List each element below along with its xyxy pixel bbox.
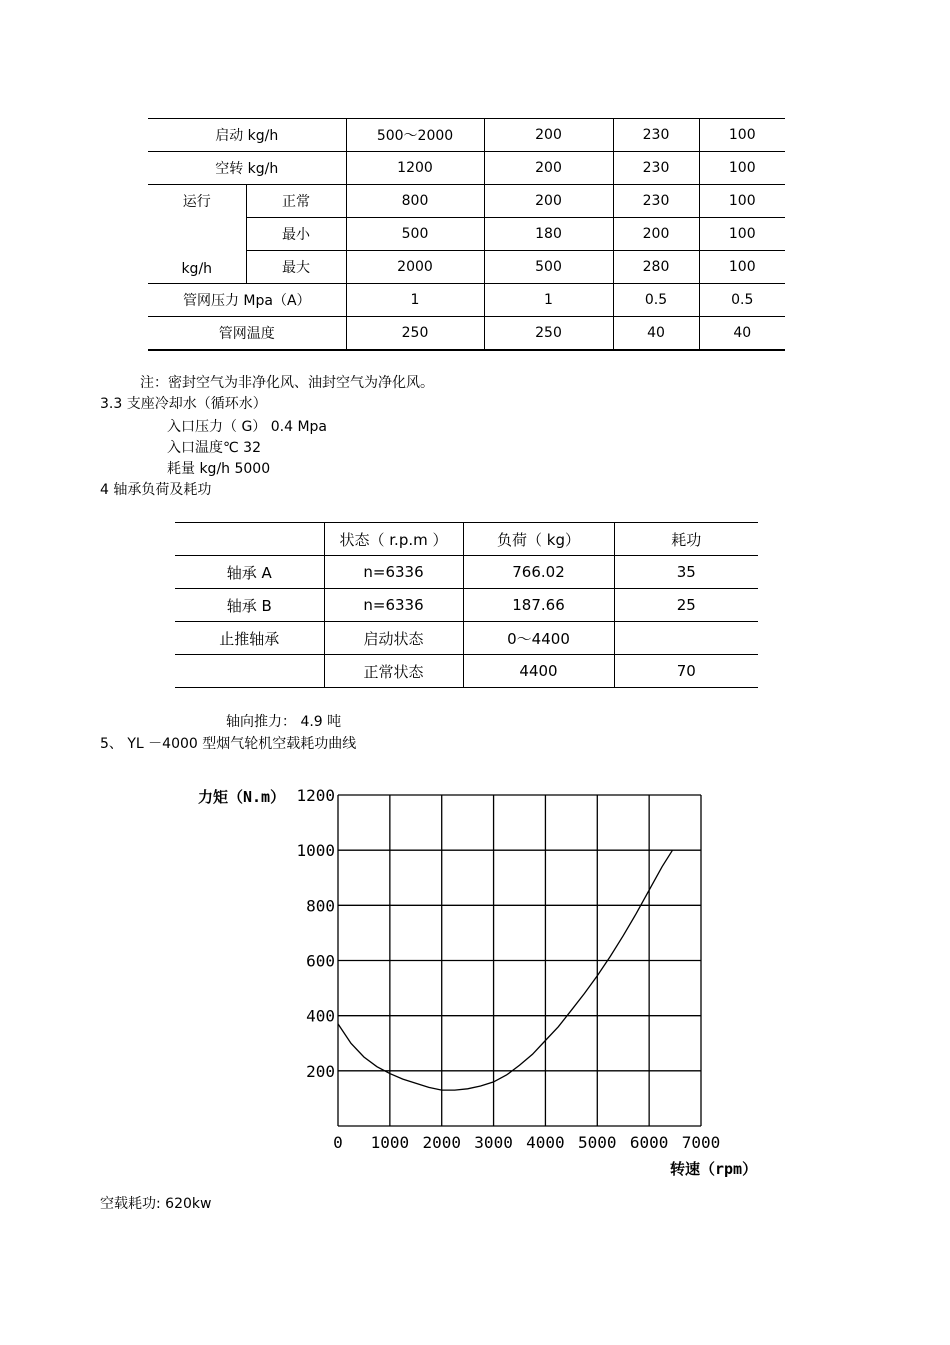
table-row bbox=[148, 152, 785, 185]
gas-consumption-table bbox=[148, 118, 785, 351]
y-tick-label: 200 bbox=[306, 1061, 335, 1081]
row-sublabel: 最大 bbox=[246, 251, 346, 284]
row-label: 管网温度 bbox=[148, 317, 346, 351]
chart-grid bbox=[338, 795, 701, 1126]
table-cell: 启动状态 bbox=[324, 622, 463, 655]
spec-line: 入口温度℃ 32 bbox=[167, 440, 261, 456]
table-row bbox=[175, 589, 758, 622]
table-note: 注：密封空气为非净化风、油封空气为净化风。 bbox=[140, 375, 434, 391]
table-cell: 0～4400 bbox=[463, 622, 614, 655]
x-tick-label: 3000 bbox=[474, 1133, 513, 1152]
y-axis-label: 力矩（N.m） bbox=[198, 788, 286, 806]
column-header: 耗功 bbox=[614, 523, 758, 556]
table-cell: 40 bbox=[699, 317, 785, 351]
table-cell: 0.5 bbox=[699, 284, 785, 317]
table-cell: 200 bbox=[484, 119, 613, 152]
no-load-power: 空载耗功: 620kw bbox=[100, 1196, 212, 1212]
x-axis-label: 转速（rpm） bbox=[670, 1160, 758, 1178]
x-tick-label: 5000 bbox=[578, 1133, 617, 1152]
table-cell: 25 bbox=[614, 589, 758, 622]
table-cell: 500 bbox=[346, 218, 484, 251]
table-cell: 100 bbox=[699, 185, 785, 218]
y-tick-label: 600 bbox=[306, 951, 335, 971]
section-heading: 5、 YL －4000 型烟气轮机空载耗功曲线 bbox=[100, 736, 357, 752]
table-cell: 500 bbox=[484, 251, 613, 284]
table-cell: 1 bbox=[346, 284, 484, 317]
table-cell: 250 bbox=[346, 317, 484, 351]
table-cell: 2000 bbox=[346, 251, 484, 284]
table-cell: 230 bbox=[613, 185, 699, 218]
table-cell: 轴承 A bbox=[175, 556, 324, 589]
table-cell: 100 bbox=[699, 218, 785, 251]
bearing-load-table bbox=[175, 522, 758, 688]
table-cell: n=6336 bbox=[324, 556, 463, 589]
y-tick-label: 1000 bbox=[296, 841, 335, 861]
run-group-cell bbox=[148, 185, 246, 284]
table-cell: n=6336 bbox=[324, 589, 463, 622]
x-tick-label: 7000 bbox=[681, 1133, 721, 1152]
table-cell: 止推轴承 bbox=[175, 622, 324, 655]
table-cell: 35 bbox=[614, 556, 758, 589]
table-cell: 0.5 bbox=[613, 284, 699, 317]
table-cell: 230 bbox=[613, 119, 699, 152]
table-cell: 1200 bbox=[346, 152, 484, 185]
table-cell: 轴承 B bbox=[175, 589, 324, 622]
spec-line: 入口压力（ G） 0.4 Mpa bbox=[167, 419, 328, 435]
x-tick-label: 0 bbox=[333, 1133, 343, 1152]
row-label: 管网压力 Mpa（A） bbox=[148, 284, 346, 317]
table-row bbox=[175, 655, 758, 688]
table-cell: 187.66 bbox=[463, 589, 614, 622]
table-cell: 200 bbox=[484, 152, 613, 185]
table-cell: 1 bbox=[484, 284, 613, 317]
y-tick-label: 1200 bbox=[296, 786, 335, 805]
row-label: 启动 kg/h bbox=[148, 119, 346, 152]
column-header: 负荷（ kg） bbox=[463, 523, 614, 556]
table-cell: 180 bbox=[484, 218, 613, 251]
table-cell: 500～2000 bbox=[346, 119, 484, 152]
row-sublabel: 正常 bbox=[246, 185, 346, 218]
row-sublabel: 最小 bbox=[246, 218, 346, 251]
x-tick-labels bbox=[333, 1133, 720, 1152]
table-cell: 40 bbox=[613, 317, 699, 351]
chart-series bbox=[338, 850, 673, 1090]
spec-line: 耗量 kg/h 5000 bbox=[167, 461, 271, 477]
table-cell: 800 bbox=[346, 185, 484, 218]
x-tick-label: 1000 bbox=[370, 1133, 410, 1152]
table-row bbox=[148, 317, 785, 351]
axial-thrust: 轴向推力： 4.9 吨 bbox=[226, 714, 342, 730]
section-heading: 3.3 支座冷却水（循环水） bbox=[100, 396, 267, 412]
x-tick-label: 2000 bbox=[422, 1133, 461, 1152]
table-cell: 正常状态 bbox=[324, 655, 463, 688]
table-row bbox=[148, 119, 785, 152]
table-cell bbox=[175, 655, 324, 688]
y-tick-label: 800 bbox=[306, 896, 335, 916]
column-header: 状态（ r.p.m ） bbox=[324, 523, 463, 556]
run-label-bottom: kg/h bbox=[181, 261, 213, 277]
table-cell: 70 bbox=[614, 655, 758, 688]
row-label: 空转 kg/h bbox=[148, 152, 346, 185]
torque-speed-chart bbox=[190, 775, 790, 1185]
run-label-top: 运行 bbox=[182, 194, 211, 210]
table-cell: 100 bbox=[699, 251, 785, 284]
table-cell: 230 bbox=[613, 152, 699, 185]
table-cell: 766.02 bbox=[463, 556, 614, 589]
table-row bbox=[148, 284, 785, 317]
table-cell: 4400 bbox=[463, 655, 614, 688]
series-line-torque bbox=[338, 850, 673, 1090]
section-heading: 4 轴承负荷及耗功 bbox=[100, 482, 212, 498]
table-cell: 200 bbox=[613, 218, 699, 251]
y-tick-labels bbox=[296, 786, 335, 1081]
table-header-row bbox=[175, 523, 758, 556]
x-tick-label: 6000 bbox=[629, 1133, 669, 1152]
table-cell: 100 bbox=[699, 119, 785, 152]
table-row bbox=[175, 622, 758, 655]
table-row bbox=[175, 556, 758, 589]
table-cell: 250 bbox=[484, 317, 613, 351]
table-row bbox=[148, 185, 785, 218]
column-header bbox=[175, 523, 324, 556]
table-cell: 200 bbox=[484, 185, 613, 218]
table-cell bbox=[614, 622, 758, 655]
table-cell: 100 bbox=[699, 152, 785, 185]
y-tick-label: 400 bbox=[306, 1006, 335, 1026]
table-cell: 280 bbox=[613, 251, 699, 284]
x-tick-label: 4000 bbox=[526, 1133, 565, 1152]
